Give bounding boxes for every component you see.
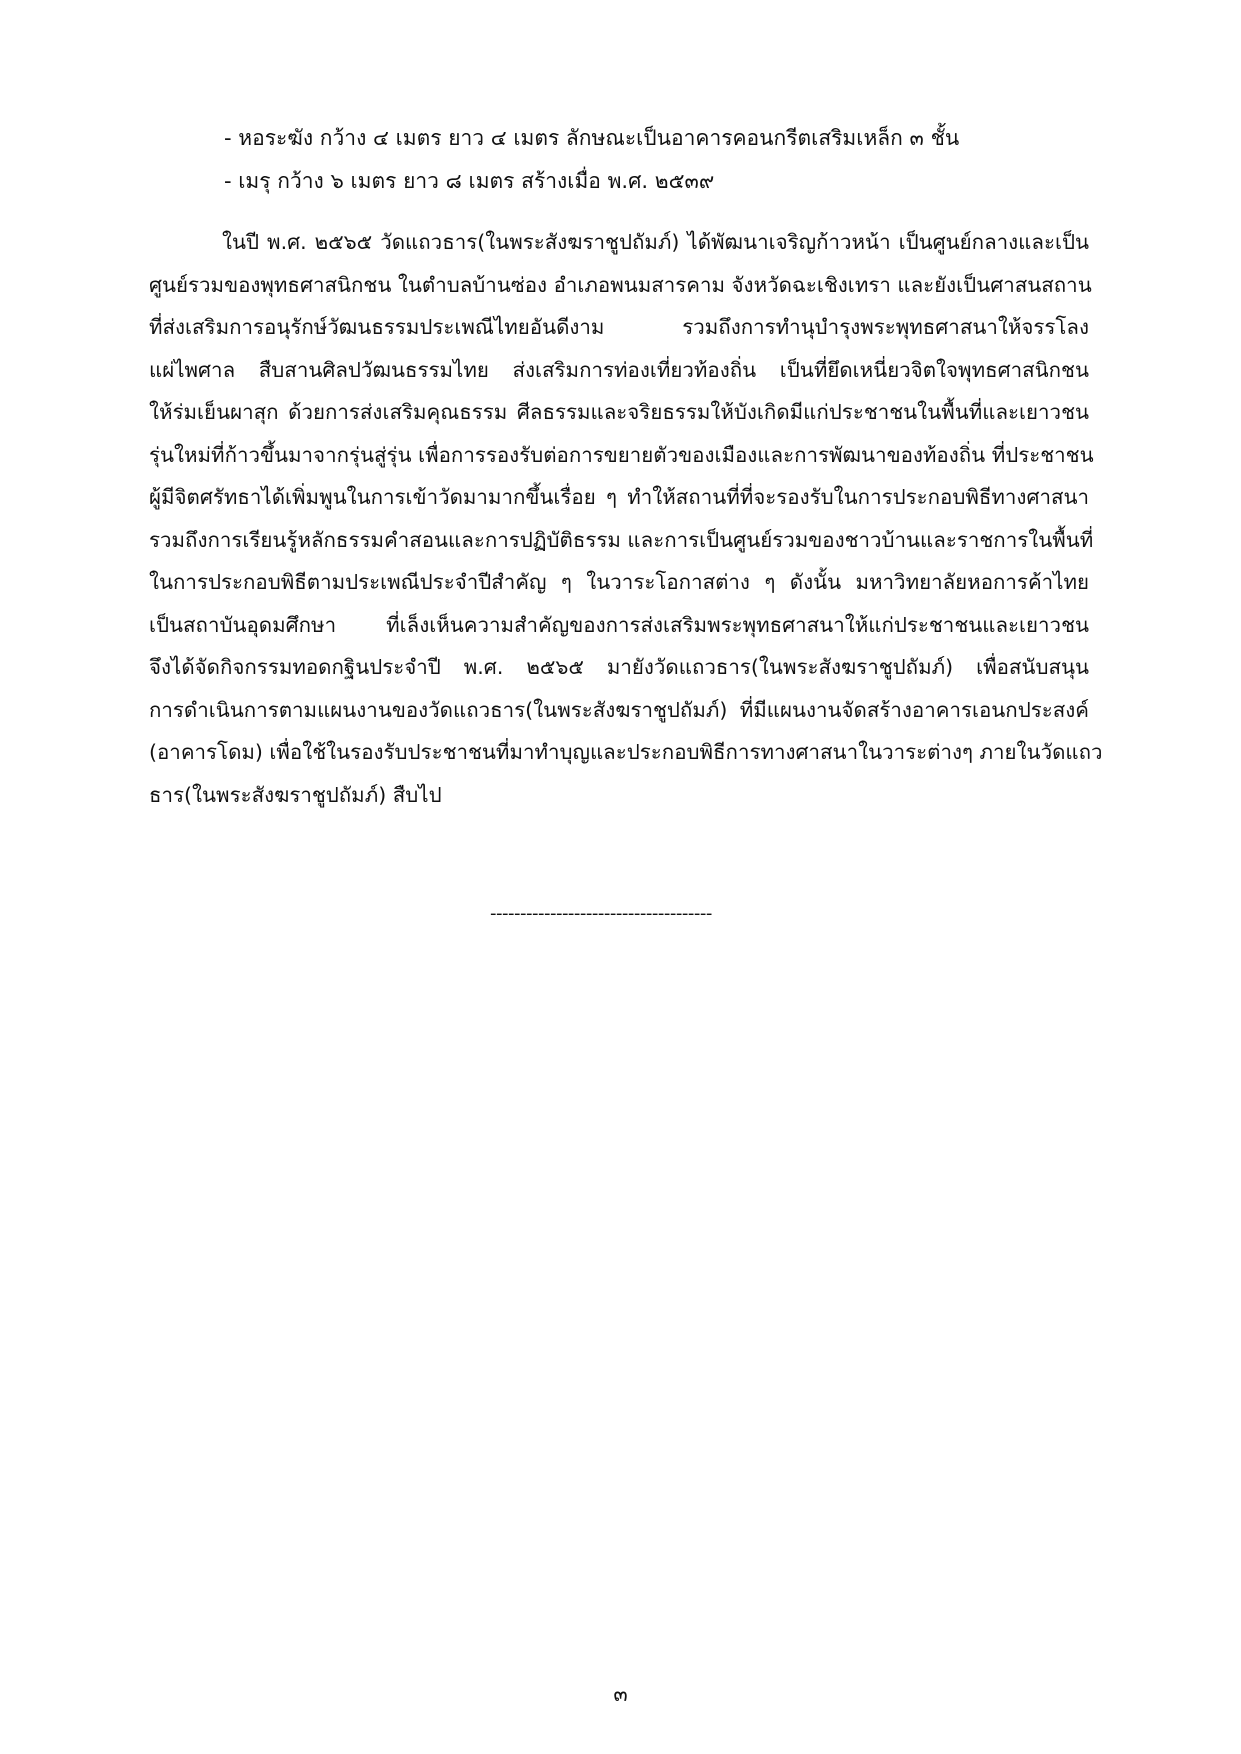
paragraph-line: เป็นสถาบันอุดมศึกษา ที่เล็งเห็นความสำคัญของการส่งเสริมพระพุทธศาสนาให้แก่ประชาชนและเยาวชน — [149, 612, 1089, 637]
section-separator: ------------------------------------- — [490, 903, 712, 924]
page-number: ๓ — [613, 1682, 628, 1706]
paragraph-line: แผ่ไพศาล สืบสานศิลปวัฒนธรรมไทย ส่งเสริมการท่องเที่ยวท้องถิ่น เป็นที่ยึดเหนี่ยวจิตใจพุทธศาสนิกชน — [149, 357, 1089, 382]
paragraph-line: ที่ส่งเสริมการอนุรักษ์วัฒนธรรมประเพณีไทยอันดีงาม รวมถึงการทำนุบำรุงพระพุทธศาสนาให้จรรโลง — [149, 315, 1089, 339]
paragraph-line: ศูนย์รวมของพุทธศาสนิกชน ในตำบลบ้านซ่อง อำเภอพนมสารคาม จังหวัดฉะเชิงเทรา และยังเป็นศาสนสถาน — [149, 272, 1092, 297]
bullet-crematorium: - เมรุ กว้าง ๖ เมตร ยาว ๘ เมตร สร้างเมื่อ พ.ศ. ๒๕๓๙ — [224, 169, 715, 193]
body-paragraph — [149, 221, 1103, 816]
paragraph-line: (อาคารโดม) เพื่อใช้ในรองรับประชาชนที่มาทำบุญและประกอบพิธีการทางศาสนาในวาระต่างๆ ภายในวัดแถว — [149, 740, 1103, 764]
paragraph-line: ธาร(ในพระสังฆราชูปถัมภ์) สืบไป — [149, 782, 442, 807]
paragraph-line: การดำเนินการตามแผนงานของวัดแถวธาร(ในพระสังฆราชูปถัมภ์) ที่มีแผนงานจัดสร้างอาคารเอนกประสงค์ — [149, 697, 1089, 722]
paragraph-line: รวมถึงการเรียนรู้หลักธรรมคำสอนและการปฏิบัติธรรม และการเป็นศูนย์รวมของชาวบ้านและราชการในพื้นที่ — [149, 527, 1094, 552]
bullet-bell-tower: - หอระฆัง กว้าง ๔ เมตร ยาว ๔ เมตร ลักษณะเป็นอาคารคอนกรีตเสริมเหล็ก ๓ ชั้น — [224, 126, 960, 150]
paragraph-line: ให้ร่มเย็นผาสุก ด้วยการส่งเสริมคุณธรรม ศีลธรรมและจริยธรรมให้บังเกิดมีแก่ประชาชนในพื้นที่และเยาวชน — [149, 400, 1089, 424]
paragraph-line: รุ่นใหม่ที่ก้าวขึ้นมาจากรุ่นสู่รุ่น เพื่อการรองรับต่อการขยายตัวของเมืองและการพัฒนาของท้องถิ่น ที่ประชาชน — [149, 442, 1094, 467]
paragraph-line: ในปี พ.ศ. ๒๕๖๕ วัดแถวธาร(ในพระสังฆราชูปถัมภ์) ได้พัฒนาเจริญก้าวหน้า เป็นศูนย์กลางและเป็น — [222, 230, 1089, 254]
paragraph-line: จึงได้จัดกิจกรรมทอดกฐินประจำปี พ.ศ. ๒๕๖๕ มายังวัดแถวธาร(ในพระสังฆราชูปถัมภ์) เพื่อสนับสนุน — [149, 655, 1089, 679]
paragraph-line: ในการประกอบพิธีตามประเพณีประจำปีสำคัญ ๆ ในวาระโอกาสต่าง ๆ ดังนั้น มหาวิทยาลัยหอการค้าไทย — [149, 570, 1089, 594]
paragraph-line: ผู้มีจิตศรัทธาได้เพิ่มพูนในการเข้าวัดมามากขึ้นเรื่อย ๆ ทำให้สถานที่ที่จะรองรับในการประกอบพิธีทางศาสนา — [149, 485, 1089, 509]
